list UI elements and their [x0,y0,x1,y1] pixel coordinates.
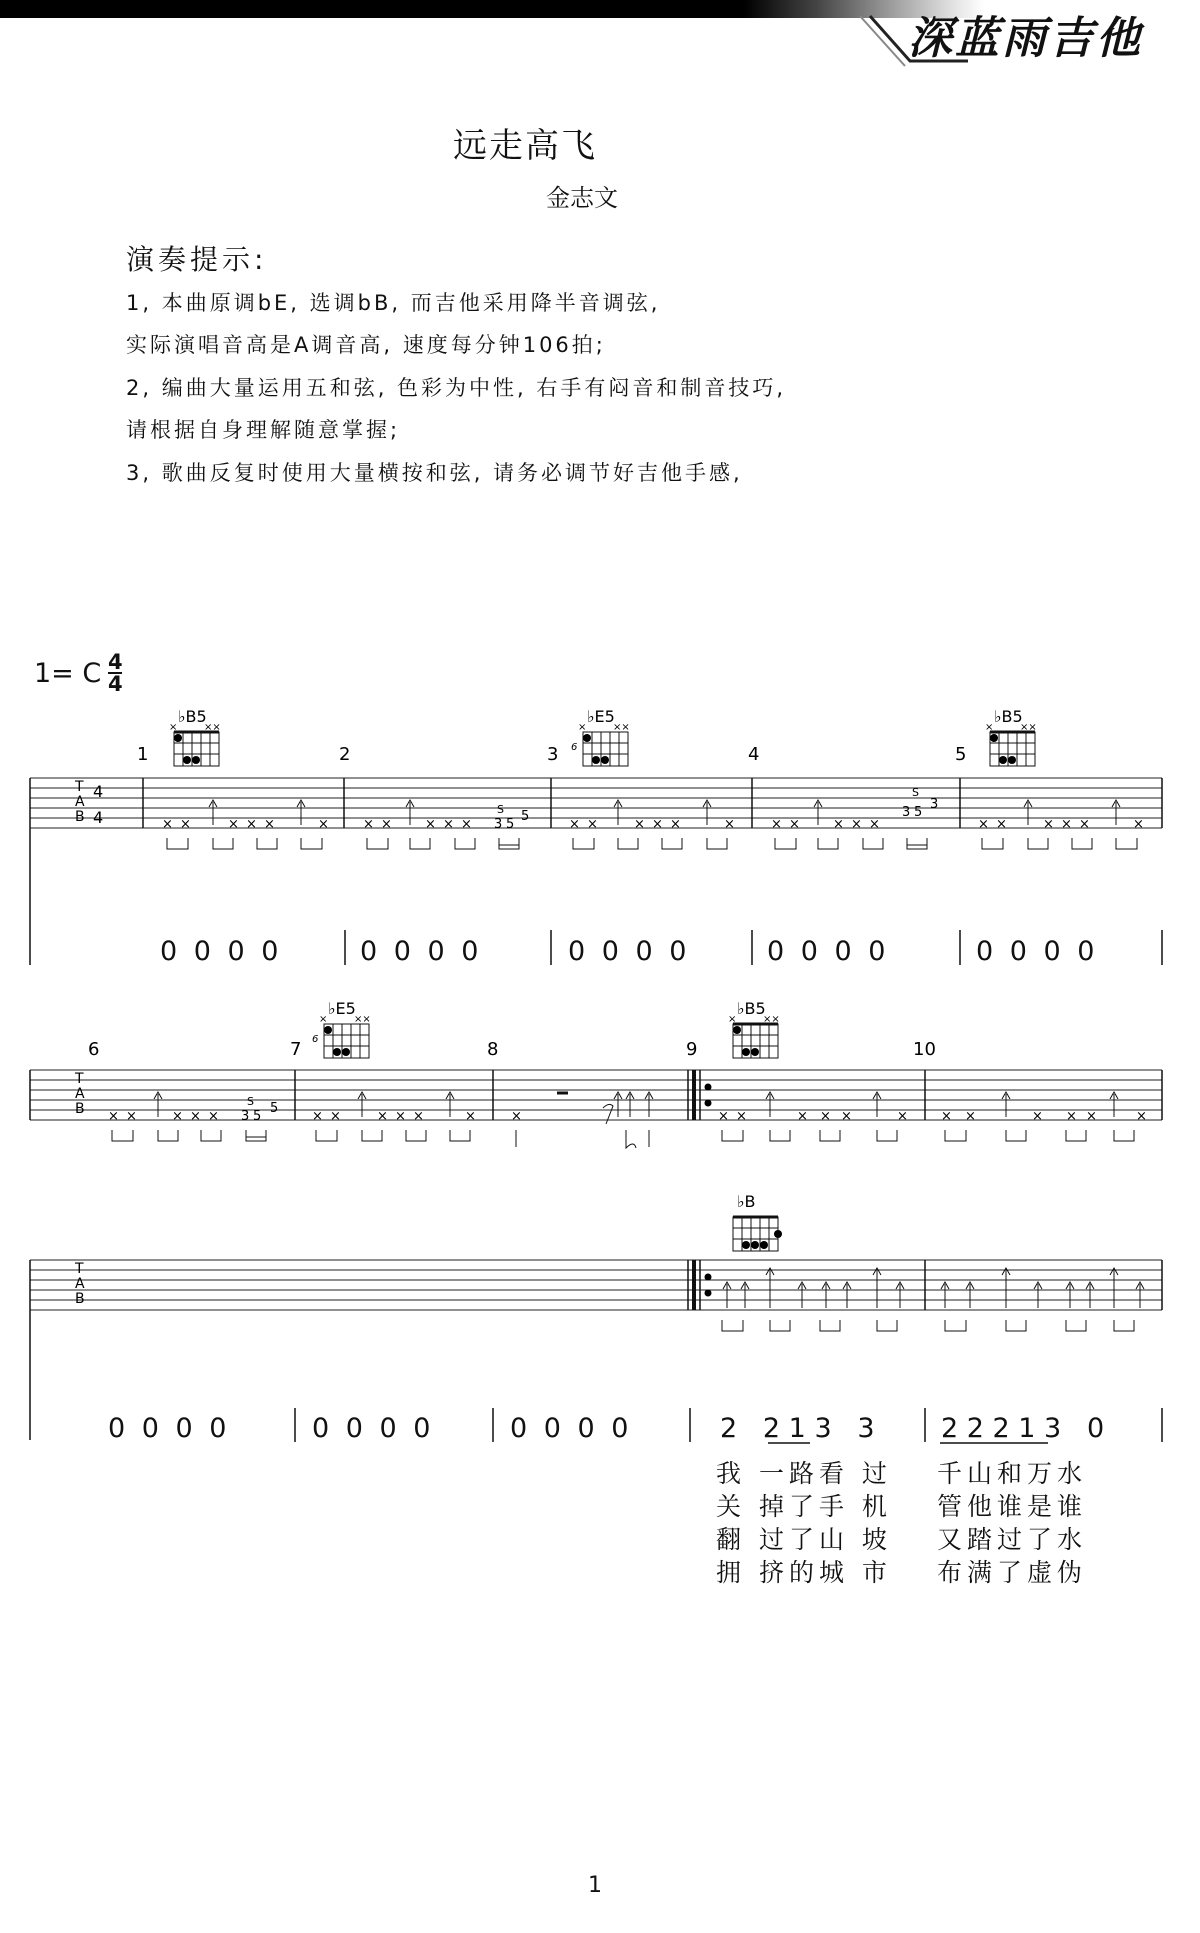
svg-text:3: 3 [494,817,503,832]
tab-letter-t: T [75,1071,84,1087]
chord-diagram-bb5 [728,999,780,1058]
tab-letter-a: A [75,794,85,810]
svg-text:×: × [797,1109,808,1124]
svg-text:×: × [578,722,587,733]
svg-text:×: × [670,817,681,832]
lyric-line: 关 掉了手 机 [716,1492,892,1521]
bar-number: 9 [686,1039,698,1060]
tab-letter-b: B [75,809,85,825]
svg-text:×: × [312,1109,323,1124]
bar-number: 6 [88,1039,100,1060]
svg-text:×: × [264,817,275,832]
bar-number: 1 [137,744,149,765]
svg-text:3: 3 [930,797,939,812]
svg-text:××: ×× [204,722,221,733]
svg-text:×: × [108,1109,119,1124]
chord-name: ♭E5 [328,999,356,1018]
tab-letter-b: B [75,1101,85,1117]
svg-text:×: × [1061,817,1072,832]
strum-pattern [312,1092,476,1141]
page-number: 1 [588,1873,602,1898]
notes-line: 3, 歌曲反复时使用大量横按和弦, 请务必调节好吉他手感, [126,461,743,485]
bar-number: 10 [913,1039,936,1060]
notes-line: 请根据自身理解随意掌握; [126,418,401,442]
time-signature-top: 4 [108,650,123,674]
chord-diagram-bb [733,1192,782,1251]
svg-text:×: × [1032,1109,1043,1124]
strum-pattern [941,1092,1147,1141]
svg-text:×: × [718,1109,729,1124]
svg-text:×: × [652,817,663,832]
svg-text:×: × [190,1109,201,1124]
strum-pattern [108,1092,278,1141]
svg-text:×: × [363,817,374,832]
lyric-line: 千山和万水 [937,1459,1088,1488]
lyric-line: 又踏过了水 [937,1525,1088,1554]
lyric-line: 拥 挤的城 市 [716,1558,892,1587]
chord-diagram-eb5 [312,999,371,1058]
svg-text:×: × [569,817,580,832]
song-title: 远走高飞 [453,126,597,166]
svg-text:××: ×× [763,1014,780,1025]
svg-text:5: 5 [270,1101,279,1116]
jianpu-bar: 0 0 0 0 [360,936,479,967]
svg-text:×: × [461,817,472,832]
chord-name: ♭B5 [737,999,766,1018]
svg-text:×: × [465,1109,476,1124]
svg-text:×: × [851,817,862,832]
jianpu-bar: 0 0 0 0 [312,1413,431,1444]
svg-text:×: × [126,1109,137,1124]
strum-pattern [363,800,529,849]
tab-letter-a: A [75,1086,85,1102]
svg-text:3: 3 [241,1109,250,1124]
svg-text:3: 3 [902,805,911,820]
chord-diagram-bb5 [169,707,221,766]
svg-text:S: S [497,803,504,816]
tab-system-2 [0,990,1200,1460]
strum-pattern [718,1092,908,1141]
tab-letter-b: B [75,1291,85,1307]
svg-text:×: × [208,1109,219,1124]
svg-text:××: ×× [613,722,630,733]
tab-letter-t: T [75,779,84,795]
svg-text:×: × [897,1109,908,1124]
song-artist: 金志文 [546,184,618,212]
lyric-line: 管他谁是谁 [937,1492,1088,1521]
svg-text:S: S [247,1095,254,1108]
tab-time-top: 4 [93,782,104,801]
tab-letter-t: T [75,1261,84,1277]
bar-number: 7 [290,1039,302,1060]
svg-text:×: × [736,1109,747,1124]
jianpu-bar: 0 0 0 0 [160,936,279,967]
chord-diagram-bb5 [985,707,1037,766]
chord-name: ♭B5 [178,707,207,726]
svg-text:5: 5 [521,809,530,824]
svg-text:×: × [941,1109,952,1124]
jianpu-bar: 2 2 1 3 3 [720,1413,875,1444]
lyric-line: 我 一路看 过 [716,1459,892,1488]
lyric-line: 翻 过了山 坡 [716,1525,892,1554]
svg-text:×: × [162,817,173,832]
svg-text:×: × [965,1109,976,1124]
notes-line: 1, 本曲原调bE, 选调bB, 而吉他采用降半音调弦, [126,291,661,315]
time-signature-bottom: 4 [108,672,123,696]
svg-text:×: × [634,817,645,832]
bar-number: 8 [487,1039,499,1060]
svg-text:×: × [228,817,239,832]
svg-text:×: × [771,817,782,832]
bar-number: 3 [547,744,559,765]
svg-text:5: 5 [914,805,923,820]
brand-logo: 深蓝雨吉他 [908,13,1143,64]
notes-heading: 演奏提示: [126,243,268,276]
jianpu-bar: 0 0 0 0 [767,936,886,967]
svg-text:×: × [978,817,989,832]
svg-text:×: × [1066,1109,1077,1124]
jianpu-bar: 0 0 0 0 [108,1413,227,1444]
jianpu-bar: 0 0 0 0 [568,936,687,967]
svg-text:×: × [1043,817,1054,832]
svg-text:6: 6 [312,1034,319,1045]
svg-text:5: 5 [253,1109,262,1124]
svg-text:×: × [728,1014,737,1025]
key-signature: 1= C [34,658,102,689]
svg-text:×: × [180,817,191,832]
svg-text:×: × [820,1109,831,1124]
svg-text:×: × [1086,1109,1097,1124]
svg-text:×: × [511,1109,522,1124]
svg-text:S: S [912,786,919,799]
svg-text:×: × [330,1109,341,1124]
svg-text:×: × [172,1109,183,1124]
strum-pattern [978,800,1144,849]
notes-line: 2, 编曲大量运用五和弦, 色彩为中性, 右手有闷音和制音技巧, [126,376,787,400]
svg-text:×: × [169,722,178,733]
svg-text:×: × [985,722,994,733]
notes-line: 实际演唱音高是A调音高, 速度每分钟106拍; [126,333,606,357]
svg-text:×: × [413,1109,424,1124]
svg-text:×: × [443,817,454,832]
svg-text:×: × [996,817,1007,832]
chord-name: ♭B5 [994,707,1023,726]
jianpu-bar: 2 2 2 1 3 0 [941,1413,1105,1444]
time-signature [108,652,123,694]
bar-number: 5 [955,744,967,765]
svg-text:×: × [425,817,436,832]
svg-text:×: × [1136,1109,1147,1124]
svg-text:×: × [246,817,257,832]
jianpu-bar: 0 0 0 0 [976,936,1095,967]
chord-name: ♭B [737,1192,756,1211]
bar-number: 4 [748,744,760,765]
lyric-line: 布满了虚伪 [937,1558,1088,1587]
svg-text:×: × [789,817,800,832]
svg-text:×: × [869,817,880,832]
tab-letter-a: A [75,1276,85,1292]
svg-text:××: ×× [1020,722,1037,733]
svg-text:×: × [377,1109,388,1124]
svg-text:×: × [1133,817,1144,832]
svg-text:×: × [319,1014,328,1025]
svg-text:×: × [587,817,598,832]
svg-text:××: ×× [354,1014,371,1025]
chord-name: ♭E5 [587,707,615,726]
svg-text:×: × [833,817,844,832]
svg-text:×: × [724,817,735,832]
strum-pattern [162,800,329,849]
svg-text:×: × [318,817,329,832]
jianpu-bar: 0 0 0 0 [510,1413,629,1444]
svg-text:×: × [1079,817,1090,832]
svg-text:×: × [841,1109,852,1124]
svg-text:5: 5 [506,817,515,832]
svg-text:×: × [395,1109,406,1124]
bar-number: 2 [339,744,351,765]
strum-pattern [569,800,735,849]
svg-text:6: 6 [571,742,578,753]
tab-time-bottom: 4 [93,808,104,827]
strum-pattern [771,786,938,849]
chord-diagram-eb5 [571,707,630,766]
svg-text:×: × [381,817,392,832]
